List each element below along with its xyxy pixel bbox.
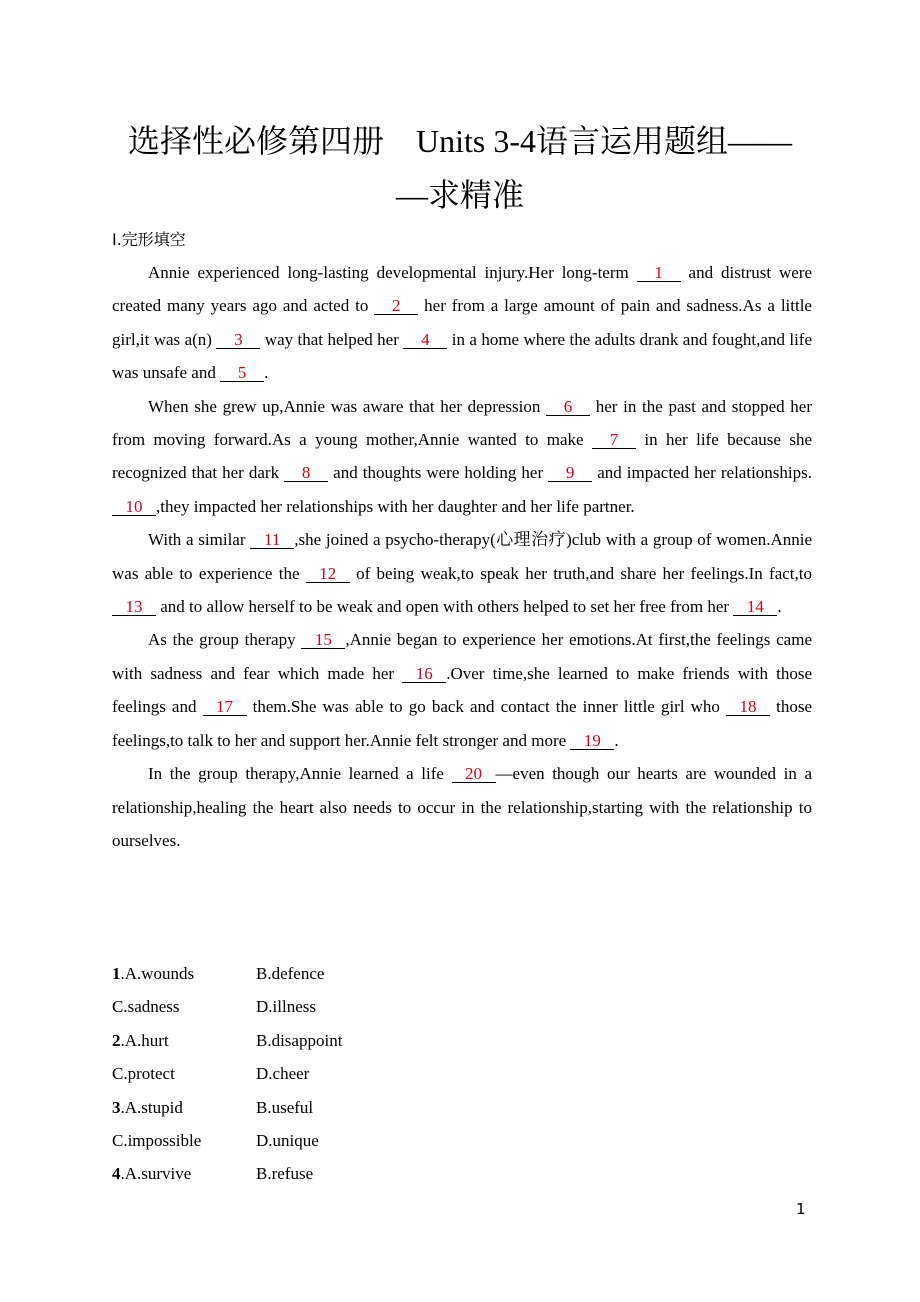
option-choice: B.refuse xyxy=(256,1164,314,1184)
page-title-line-2: —求精准 xyxy=(395,177,524,213)
passage-text: those feelings,to talk to her and support her.Annie felt stronger and more xyxy=(112,697,812,750)
passage-text: and thoughts were holding her xyxy=(328,463,549,483)
blank-17: 17 xyxy=(203,698,247,716)
blank-13: 13 xyxy=(112,598,156,616)
blank-15: 15 xyxy=(301,631,345,649)
blank-5: 5 xyxy=(220,364,264,382)
passage-text: in her life because she recognized that her dark xyxy=(112,430,812,483)
passage-text: In the group therapy,Annie learned a life xyxy=(148,764,452,784)
passage-paragraph xyxy=(112,390,812,524)
option-choice: B.defence xyxy=(256,964,325,983)
option-choice: .A.hurt xyxy=(120,1030,169,1050)
option-choice: C.sadness xyxy=(112,997,180,1017)
blank-9: 9 xyxy=(548,464,592,482)
passage-paragraph xyxy=(112,757,812,857)
question-number: 1 xyxy=(112,964,121,983)
passage-paragraph xyxy=(112,256,812,390)
option-choice: C.impossible xyxy=(112,1130,202,1150)
option-choice: .A.survive xyxy=(120,1164,192,1184)
passage-text: .Over time,she learned to make friends with those feelings and xyxy=(112,663,813,717)
option-choice: C.protect xyxy=(112,1064,175,1084)
option-left xyxy=(112,1091,183,1124)
passage-text: ,they impacted her relationships with her daughter and her life partner. xyxy=(156,496,635,516)
passage-text: . xyxy=(614,730,619,750)
passage-paragraph xyxy=(112,523,812,623)
option-choice: .A.stupid xyxy=(120,1097,183,1117)
passage-text: . xyxy=(264,363,269,383)
blank-20: 20 xyxy=(452,765,496,783)
cloze-passage xyxy=(112,256,812,857)
passage-text: ,Annie began to experience her emotions.At first,the feelings came with sadness and fear which made her xyxy=(112,630,812,683)
option-choice: B.useful xyxy=(256,1097,314,1117)
passage-paragraph xyxy=(112,623,812,757)
passage-text: her from a large amount of pain and sadness.As a little girl,it was a(n) xyxy=(112,296,812,349)
option-choice: .A.wounds xyxy=(120,964,195,983)
blank-14: 14 xyxy=(733,598,777,616)
passage-text: her in the past and stopped her from moving forward.As a young mother,Annie wanted to make xyxy=(112,396,813,450)
blank-2: 2 xyxy=(374,297,418,315)
passage-text: When she grew up,Annie was aware that her depression xyxy=(148,396,547,416)
option-left xyxy=(112,1157,191,1190)
passage-text: them.She was able to go back and contact the inner little girl who xyxy=(246,697,727,717)
blank-11: 11 xyxy=(250,531,294,549)
option-left xyxy=(112,1124,201,1157)
page-title-line-1: 选择性必修第四册 Units 3-4语言运用题组—— xyxy=(127,123,792,159)
option-left xyxy=(112,990,180,1023)
blank-8: 8 xyxy=(284,464,328,482)
blank-1: 1 xyxy=(637,264,681,282)
option-left xyxy=(112,1057,175,1090)
blank-6: 6 xyxy=(546,398,590,416)
blank-19: 19 xyxy=(570,732,614,750)
passage-text: in a home where the adults drank and fought,and life was unsafe and xyxy=(112,329,813,383)
option-left xyxy=(112,957,194,990)
passage-text: As the group therapy xyxy=(148,630,302,650)
question-number: 3 xyxy=(112,1097,121,1117)
blank-10: 10 xyxy=(112,498,156,516)
option-choice: D.illness xyxy=(256,997,316,1017)
passage-text: . xyxy=(777,597,782,617)
blank-3: 3 xyxy=(216,331,260,349)
passage-text: way that helped her xyxy=(260,329,404,349)
passage-text: With a similar xyxy=(148,530,251,550)
option-left xyxy=(112,1024,169,1057)
blank-4: 4 xyxy=(403,331,447,349)
option-choice: B.disappoint xyxy=(256,1030,343,1050)
blank-7: 7 xyxy=(592,431,636,449)
blank-18: 18 xyxy=(726,698,770,716)
section-heading: Ⅰ.完形填空 xyxy=(112,230,186,249)
page-number: 1 xyxy=(796,1200,806,1218)
question-number: 4 xyxy=(112,1164,121,1184)
passage-text: and distrust were created many years ago and acted to xyxy=(112,263,812,316)
passage-text: and to allow herself to be weak and open with others helped to set her free from her xyxy=(156,597,734,617)
option-choice: D.cheer xyxy=(256,1064,310,1084)
blank-16: 16 xyxy=(402,665,446,683)
passage-text: —even though our hearts are wounded in a relationship,healing the heart also needs to occur in the relationship,starting with the relationship to ourselves. xyxy=(112,764,812,850)
blank-12: 12 xyxy=(306,565,350,583)
option-choice: D.unique xyxy=(256,1130,319,1150)
passage-text: Annie experienced long-lasting developmental injury.Her long-term xyxy=(148,263,637,282)
passage-text: of being weak,to speak her truth,and share her feelings.In fact,to xyxy=(349,563,812,583)
question-number: 2 xyxy=(112,1030,121,1050)
passage-text: ,she joined a psycho-therapy(心理治疗)club with a group of women.Annie was able to experience the xyxy=(112,530,812,583)
passage-text: and impacted her relationships. xyxy=(592,463,812,483)
